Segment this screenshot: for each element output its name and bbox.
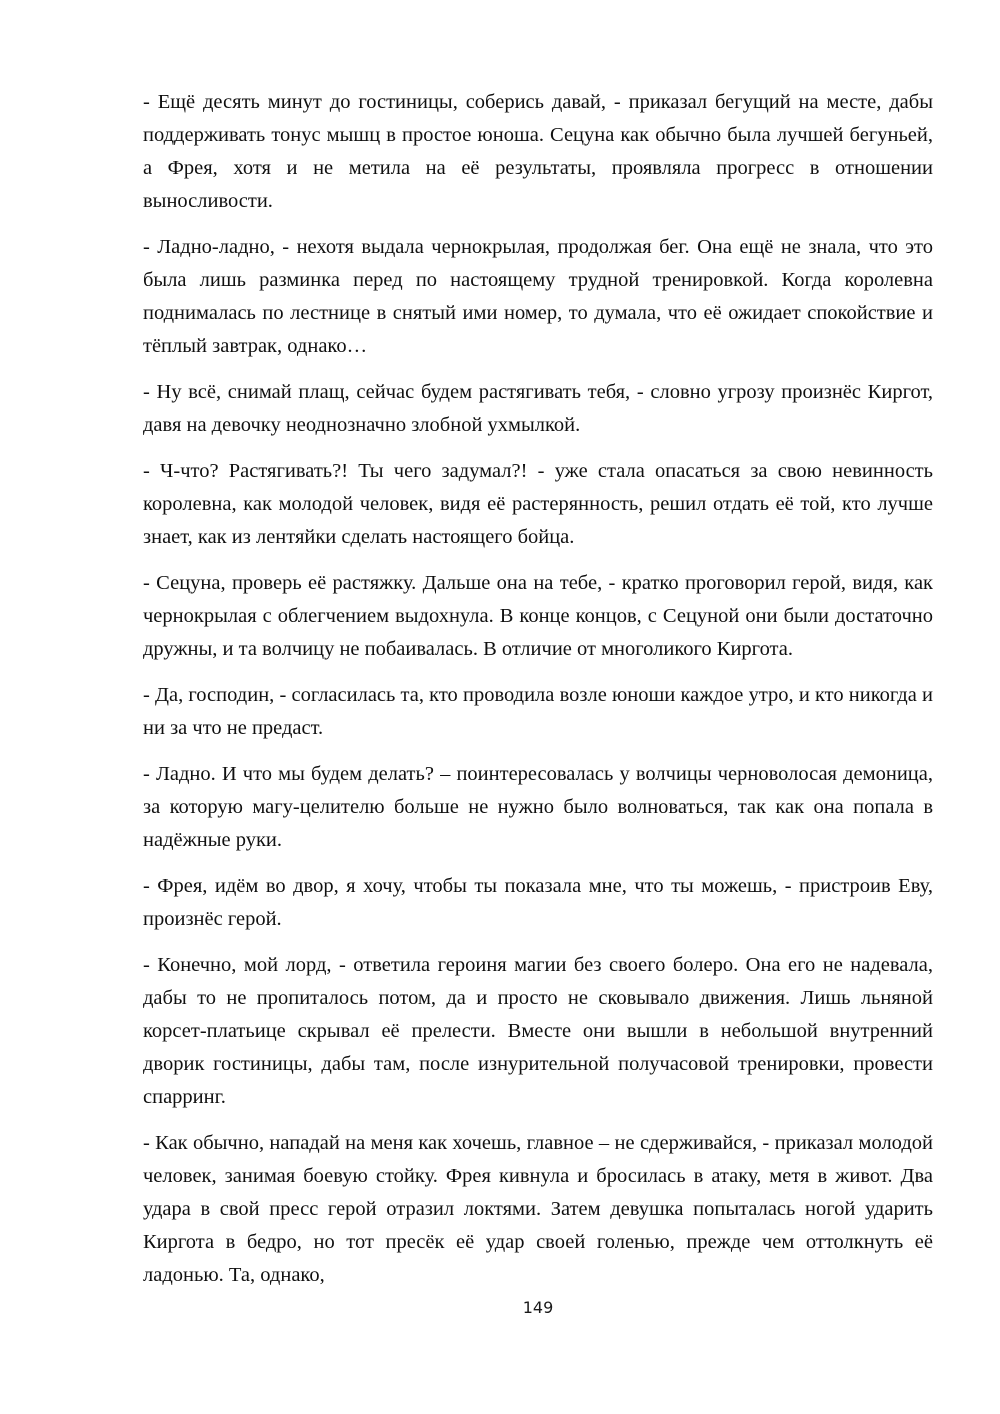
paragraph: - Сецуна, проверь её растяжку. Дальше она на тебе, - кратко проговорил герой, видя, как чернокрылая с облегчением выдохнула. В конце концов, с Сецуной они были достаточно дружны, и та волчицу не побаивалась. В отличие от многоликого Киргота. [143, 572, 933, 660]
paragraph: - Конечно, мой лорд, - ответила героиня магии без своего болеро. Она его не надевала, дабы то не пропиталось потом, да и просто не сковывало движения. Лишь льняной корсет-платьице скрывал её прелести. Вместе они вышли в небольшой внутренний дворик гостиницы, дабы там, после изнурительной получасовой тренировки, провести спарринг. [143, 954, 933, 1108]
paragraph: - Ещё десять минут до гостиницы, соберись давай, - приказал бегущий на месте, дабы поддерживать тонус мышц в простое юноша. Сецуна как обычно была лучшей бегуньей, а Фрея, хотя и не метила на её результаты, проявляла прогресс в отношении выносливости. [143, 91, 933, 212]
page-number: 149 [522, 1298, 554, 1317]
paragraph: - Ну всё, снимай плащ, сейчас будем растягивать тебя, - словно угрозу произнёс Киргот, давя на девочку неоднозначно злобной ухмылкой. [143, 381, 933, 436]
paragraph: - Ладно-ладно, - нехотя выдала чернокрылая, продолжая бег. Она ещё не знала, что это была лишь разминка перед по настоящему трудной тренировкой. Когда королевна поднималась по лестнице в снятый ими номер, то думала, что её ожидает спокойствие и тёплый завтрак, однако… [143, 236, 933, 357]
paragraph: - Ладно. И что мы будем делать? – поинтересовалась у волчицы черноволосая демоница, за которую магу-целителю больше не нужно было волноваться, так как она попала в надёжные руки. [143, 763, 933, 851]
text-block [143, 86, 933, 1305]
paragraph: - Фрея, идём во двор, я хочу, чтобы ты показала мне, что ты можешь, - пристроив Еву, произнёс герой. [143, 875, 933, 930]
paragraph: - Как обычно, нападай на меня как хочешь, главное – не сдерживайся, - приказал молодой человек, занимая боевую стойку. Фрея кивнула и бросилась в атаку, метя в живот. Два удара в свой пресс герой отразил локтями. Затем девушка попыталась ногой ударить Киргота в бедро, но тот пресёк её удар своей голенью, прежде чем оттолкнуть её ладонью. Та, однако, [143, 1132, 933, 1286]
paragraph: - Ч-что? Растягивать?! Ты чего задумал?! - уже стала опасаться за свою невинность королевна, как молодой человек, видя её растерянность, решил отдать её той, кто лучше знает, как из лентяйки сделать настоящего бойца. [143, 460, 933, 548]
paragraph: - Да, господин, - согласилась та, кто проводила возле юноши каждое утро, и кто никогда и ни за что не предаст. [143, 684, 933, 739]
